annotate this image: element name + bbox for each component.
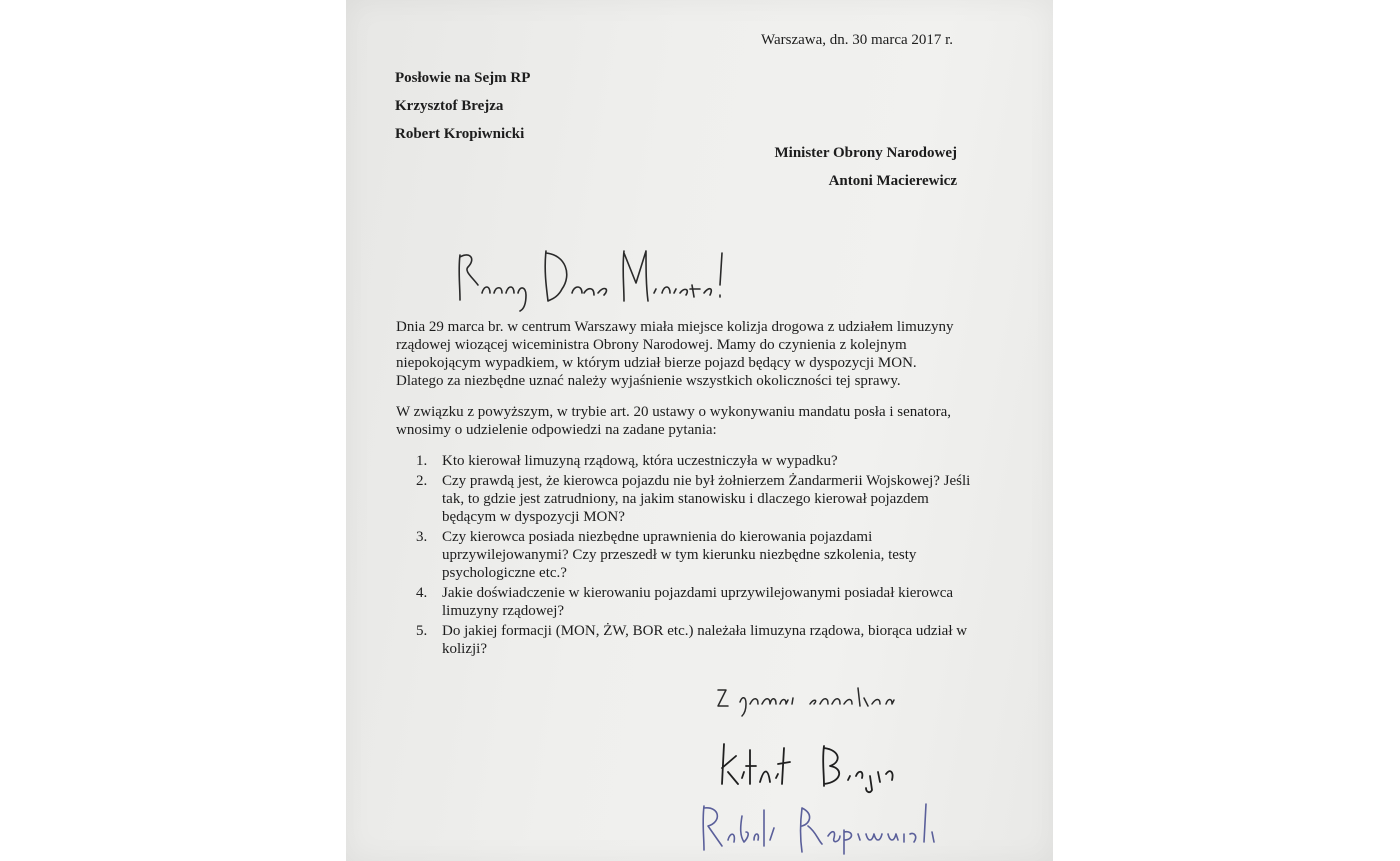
sender-line-1: Posłowie na Sejm RP (395, 70, 531, 86)
handwritten-salutation (454, 245, 734, 315)
signature-kropiwnicki (692, 796, 992, 856)
sender-name-1: Krzysztof Brejza (395, 98, 504, 114)
list-item (396, 452, 976, 470)
question-number: 5. (416, 623, 428, 639)
question-text: Czy kierowca posiada niezbędne uprawnienia do kierowania pojazdami uprzywilejowanymi? Czy przeszedł w tym kierunku niezbędne szkolenia, testy psychologiczne etc.? (442, 529, 917, 581)
paragraph-request: W związku z powyższym, w trybie art. 20 ustawy o wykonywaniu mandatu posła i senatora, wnosimy o udzielenie odpowiedzi na zadane pytania: (396, 404, 951, 438)
handwritten-closing (714, 680, 914, 720)
list-item (396, 528, 976, 582)
question-number: 4. (416, 585, 428, 601)
question-text: Kto kierował limuzyną rządową, która uczestniczyła w wypadku? (442, 453, 838, 469)
question-number: 1. (416, 453, 428, 469)
question-text: Do jakiej formacji (MON, ŻW, BOR etc.) należała limuzyna rządowa, biorąca udział w kolizji? (442, 623, 968, 657)
recipient-title: Minister Obrony Narodowej (774, 145, 957, 161)
question-text: Czy prawdą jest, że kierowca pojazdu nie był żołnierzem Żandarmerii Wojskowej? Jeśli tak, to gdzie jest zatrudniony, na jakim stanowisku i dlaczego kierował pojazdem będącym w dyspozycji MON? (442, 473, 971, 525)
date-line: Warszawa, dn. 30 marca 2017 r. (761, 32, 954, 48)
sender-name-2: Robert Kropiwnicki (395, 126, 525, 142)
list-item (396, 472, 976, 526)
question-number: 3. (416, 529, 428, 545)
recipient-name: Antoni Macierewicz (828, 173, 957, 189)
question-text: Jakie doświadczenie w kierowaniu pojazdami uprzywilejowanymi posiadał kierowca limuzyny rządowej? (442, 585, 954, 619)
paragraph-incident: Dnia 29 marca br. w centrum Warszawy miała miejsce kolizja drogowa z udziałem limuzyny rządowej wiozącej wiceministra Obrony Narodowej. Mamy do czynienia z kolejnym niepokojącym wypadkiem, w którym udział bierze pojazd będący w dyspozycji MON. Dlatego za niezbędne uznać należy wyjaśnienie wszystkich okoliczności tej sprawy. (396, 319, 954, 389)
letter-page (346, 0, 1053, 861)
question-number: 2. (416, 473, 428, 489)
list-item (396, 622, 976, 658)
signature-brejza (716, 738, 916, 794)
questions-list (396, 452, 976, 660)
list-item (396, 584, 976, 620)
